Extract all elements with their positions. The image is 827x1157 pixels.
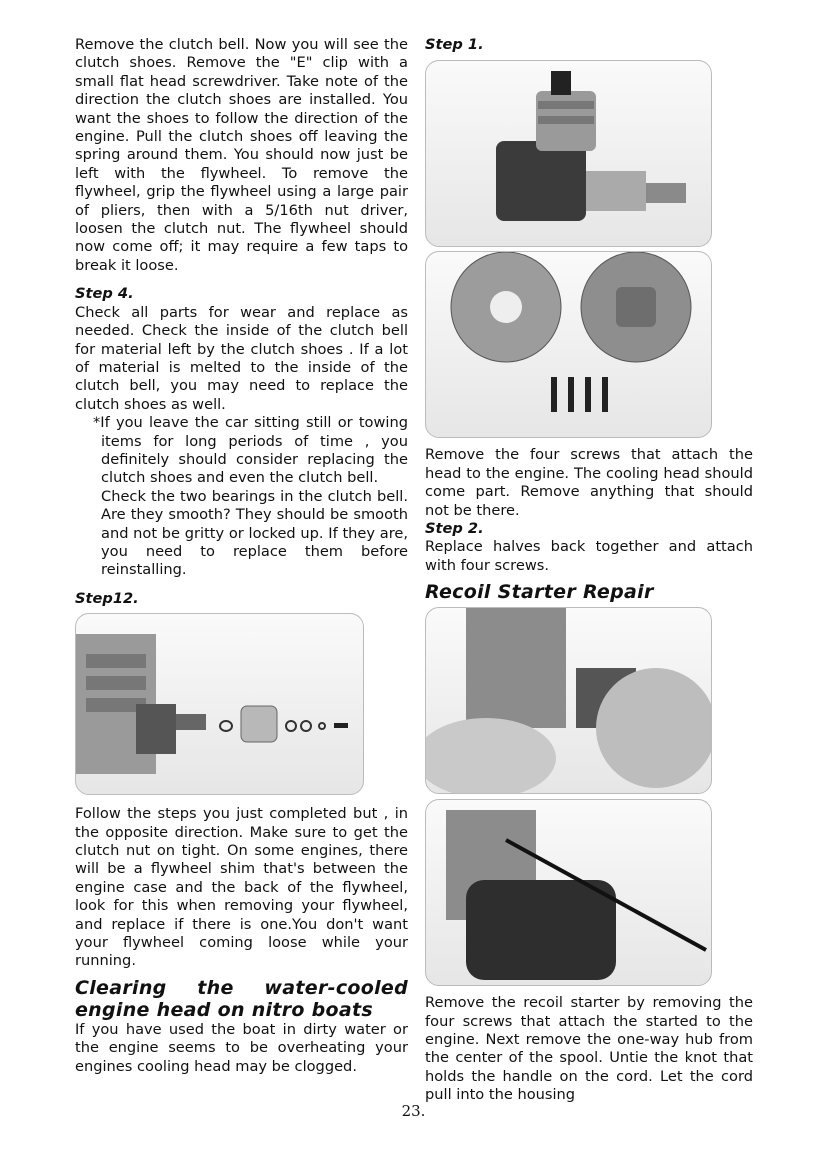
step4-paragraph: Check all parts for wear and replace as needed. Check the inside of the clutch bell for material left by the clutch shoes . If a lot of material is melted to the inside of the clutch bell, you may need to replace the clutch shoes as well. [75, 303, 408, 413]
page-number: 23. [401, 1102, 426, 1120]
clutch-assembly-illustration [76, 614, 363, 794]
photo-recoil-screwdriver [425, 799, 712, 986]
recoil-screwdriver-illustration [426, 800, 711, 985]
step12-paragraph: Follow the steps you just completed but , in the opposite direction. Make sure to get the clutch nut on tight. On some engines, there will be a flywheel shim that's between the engine case and the back of the flywheel, look for this when removing your flywheel, and replace if there is one.You don't want your flywheel coming loose while your running. [75, 805, 408, 970]
note-clutch-shoes: *If you leave the car sitting still or towing items for long periods of time , you definitely should consider replacing the clutch shoes and even the clutch bell. [93, 414, 408, 487]
engine-illustration [426, 61, 711, 246]
recoil-paragraph: Remove the recoil starter by removing the four screws that attach the started to the engine. Next remove the one-way hub from the center of the spool. Untie the knot that holds the handle on the cord. Let the cord pull into the housing [425, 994, 753, 1104]
intro-paragraph: Remove the clutch bell. Now you will see the clutch shoes. Remove the "E" clip with a small flat head screwdriver. Take note of the direction the clutch shoes are installed. You want the shoes to follow the direction of the engine. Pull the clutch shoes off leaving the spring around them. You should now just be left with the flywheel. To remove the flywheel, grip the flywheel using a large pair of pliers, then with a 5/16th nut driver, loosen the clutch nut. The flywheel should now come off; it may require a few taps to break it loose. [75, 36, 408, 274]
head-paragraph: Remove the four screws that attach the head to the engine. The cooling head should come part. Remove anything that should not be there. [425, 446, 753, 519]
heading-water-cooled: Clearing the water-cooled engine head on nitro boats [75, 976, 408, 1021]
step1-label: Step 1. [425, 36, 484, 53]
left-column [75, 36, 408, 1076]
step4-label: Step 4. [75, 285, 134, 303]
recoil-hands-illustration [426, 608, 711, 793]
step12-label: Step12. [75, 589, 139, 607]
step2-paragraph: Replace halves back together and attach with four screws. [425, 538, 753, 574]
note-bearings: Check the two bearings in the clutch bell. Are they smooth? They should be smooth and not be gritty or locked up. If they are, you need to replace them before reinstalling. [101, 487, 408, 579]
right-column [425, 36, 753, 1105]
photo-clutch-assembly [75, 613, 364, 795]
heading-recoil-starter: Recoil Starter Repair [425, 581, 654, 604]
photo-engine [425, 60, 712, 247]
water-paragraph: If you have used the boat in dirty water or the engine seems to be overheating your engines cooling head may be clogged. [75, 1020, 408, 1075]
step2-label: Step 2. [425, 520, 484, 538]
photo-recoil-hands [425, 607, 712, 794]
photo-cooling-head [425, 251, 712, 438]
cooling-head-illustration [426, 252, 711, 437]
